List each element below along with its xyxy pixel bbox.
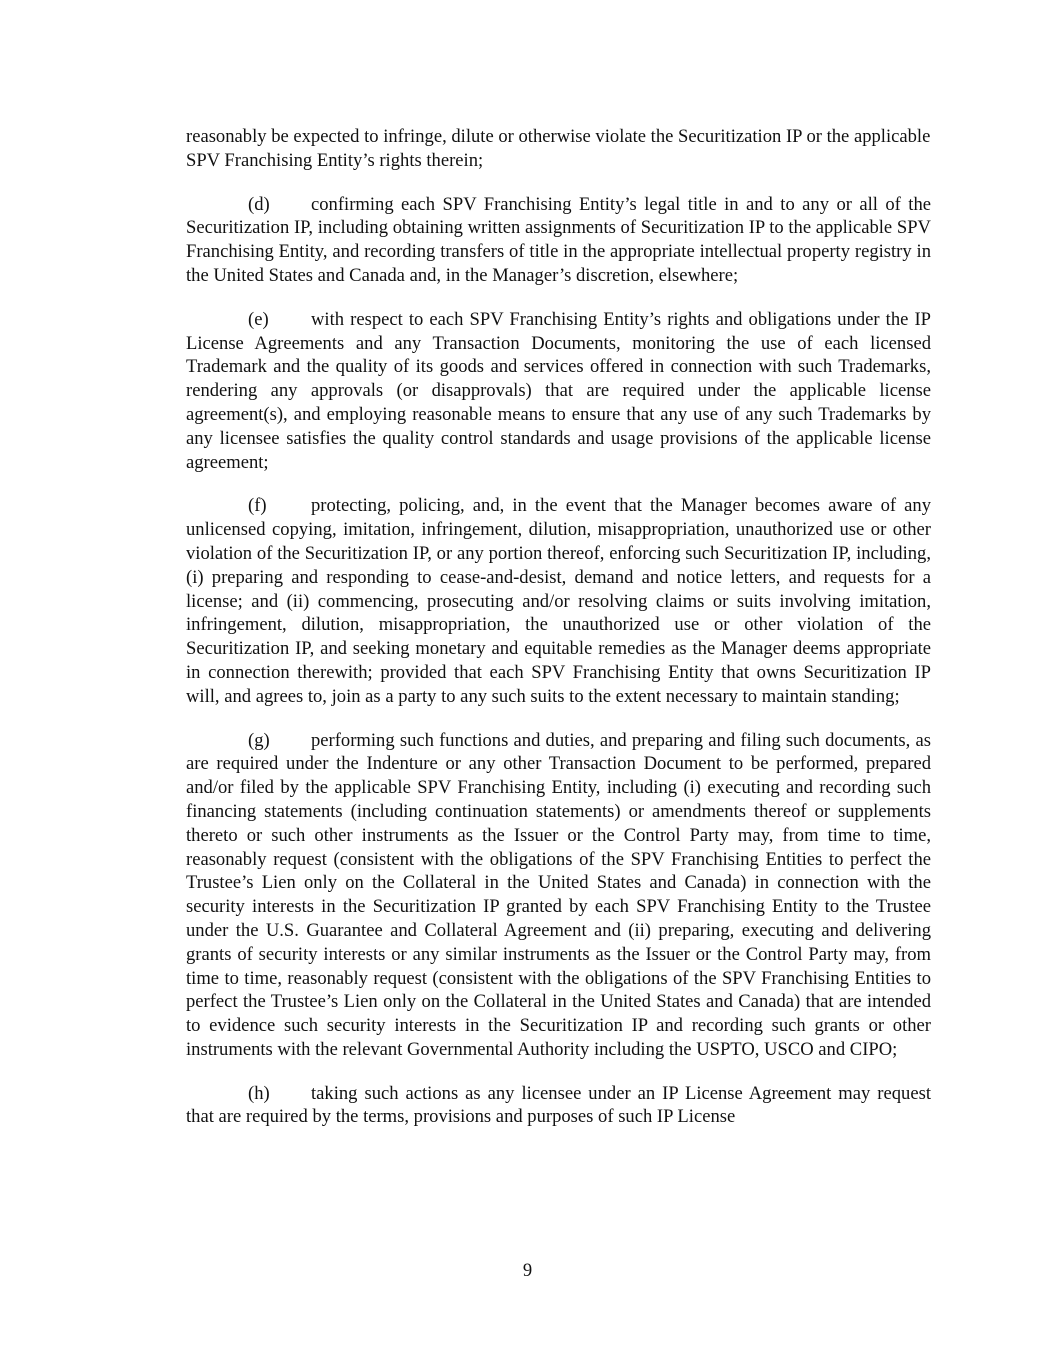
paragraph-text: reasonably be expected to infringe, dilute or otherwise violate the Securitization IP or the applicable SPV Franchising Entity’s rights therein;	[186, 126, 931, 171]
clause-label-h: (h)	[248, 1082, 270, 1104]
clause-label-g: (g)	[248, 729, 270, 751]
clause-label-f: (f)	[248, 495, 267, 517]
paragraph-text: taking such actions as any licensee under an IP License Agreement may request that are required by the terms, provisions and purposes of such IP License	[186, 1082, 931, 1128]
paragraph-text: performing such functions and duties, and preparing and filing such documents, as are required under the Indenture or any other Transaction Document to be performed, prepared and/or filed by the applicable SPV Franchising Entity, including (i) executing and recording such financing statements (including continuation statements) or amendments thereof or supplements thereto or such other instruments as the Issuer or the Control Party may, from time to time, reasonably request (consistent with the obligations of the SPV Franchising Entities to perfect the Trustee’s Lien only on the Collateral in the United States and Canada) in connection with the security interests in the Securitization IP granted by each SPV Franchising Entity to the Trustee under the U.S. Guarantee and Collateral Agreement and (ii) preparing, executing and delivering grants of security interests or any similar instruments as the Issuer or the Control Party may, from time to time, reasonably request (consistent with the obligations of the SPV Franchising Entities to perfect the Trustee’s Lien only on the Collateral in the United States and Canada) that are intended to evidence such security interests in the Securitization IP and recording such grants or other instruments with the relevant Governmental Authority including the USPTO, USCO and CIPO;	[186, 729, 931, 1060]
paragraph-d	[186, 193, 931, 288]
paragraph-text: confirming each SPV Franchising Entity’s legal title in and to any or all of the Securitization IP, including obtaining written assignments of Securitization IP to the applicable SPV Franchising Entity, and recording transfers of title in the appropriate intellectual property registry in the United States and Canada and, in the Manager’s discretion, elsewhere;	[186, 193, 931, 286]
paragraph-h	[186, 1082, 931, 1130]
paragraph-f	[186, 494, 931, 708]
clause-label-d: (d)	[248, 193, 270, 215]
paragraph-g	[186, 729, 931, 1062]
document-body	[186, 125, 931, 1149]
paragraph-text: protecting, policing, and, in the event that the Manager becomes aware of any unlicensed copying, imitation, infringement, dilution, misappropriation, unauthorized use or other violation of the Securitization IP, or any portion thereof, enforcing such Securitization IP, including, (i) preparing and responding to cease-and-desist, demand and notice letters, and requests for a license; and (ii) commencing, prosecuting and/or resolving claims or suits involving imitation, infringement, dilution, misappropriation, the unauthorized use or other violation of the Securitization IP, and seeking monetary and equitable remedies as the Manager deems appropriate in connection therewith; provided that each SPV Franchising Entity that owns Securitization IP will, and agrees to, join as a party to any such suits to the extent necessary to maintain standing;	[186, 495, 931, 707]
paragraph-continued	[186, 125, 931, 173]
paragraph-text: with respect to each SPV Franchising Entity’s rights and obligations under the IP License Agreements and any Transaction Documents, monitoring the use of each licensed Trademark and the quality of its goods and services offered in connection with such Trademarks, rendering any approvals (or disapprovals) that are required under the applicable license agreement(s), and employing reasonable means to ensure that any use of any such Trademarks by any licensee satisfies the quality control standards and usage provisions of the applicable license agreement;	[186, 308, 931, 473]
clause-label-e: (e)	[248, 308, 269, 330]
page-number: 9	[522, 1260, 533, 1281]
paragraph-e	[186, 308, 931, 475]
